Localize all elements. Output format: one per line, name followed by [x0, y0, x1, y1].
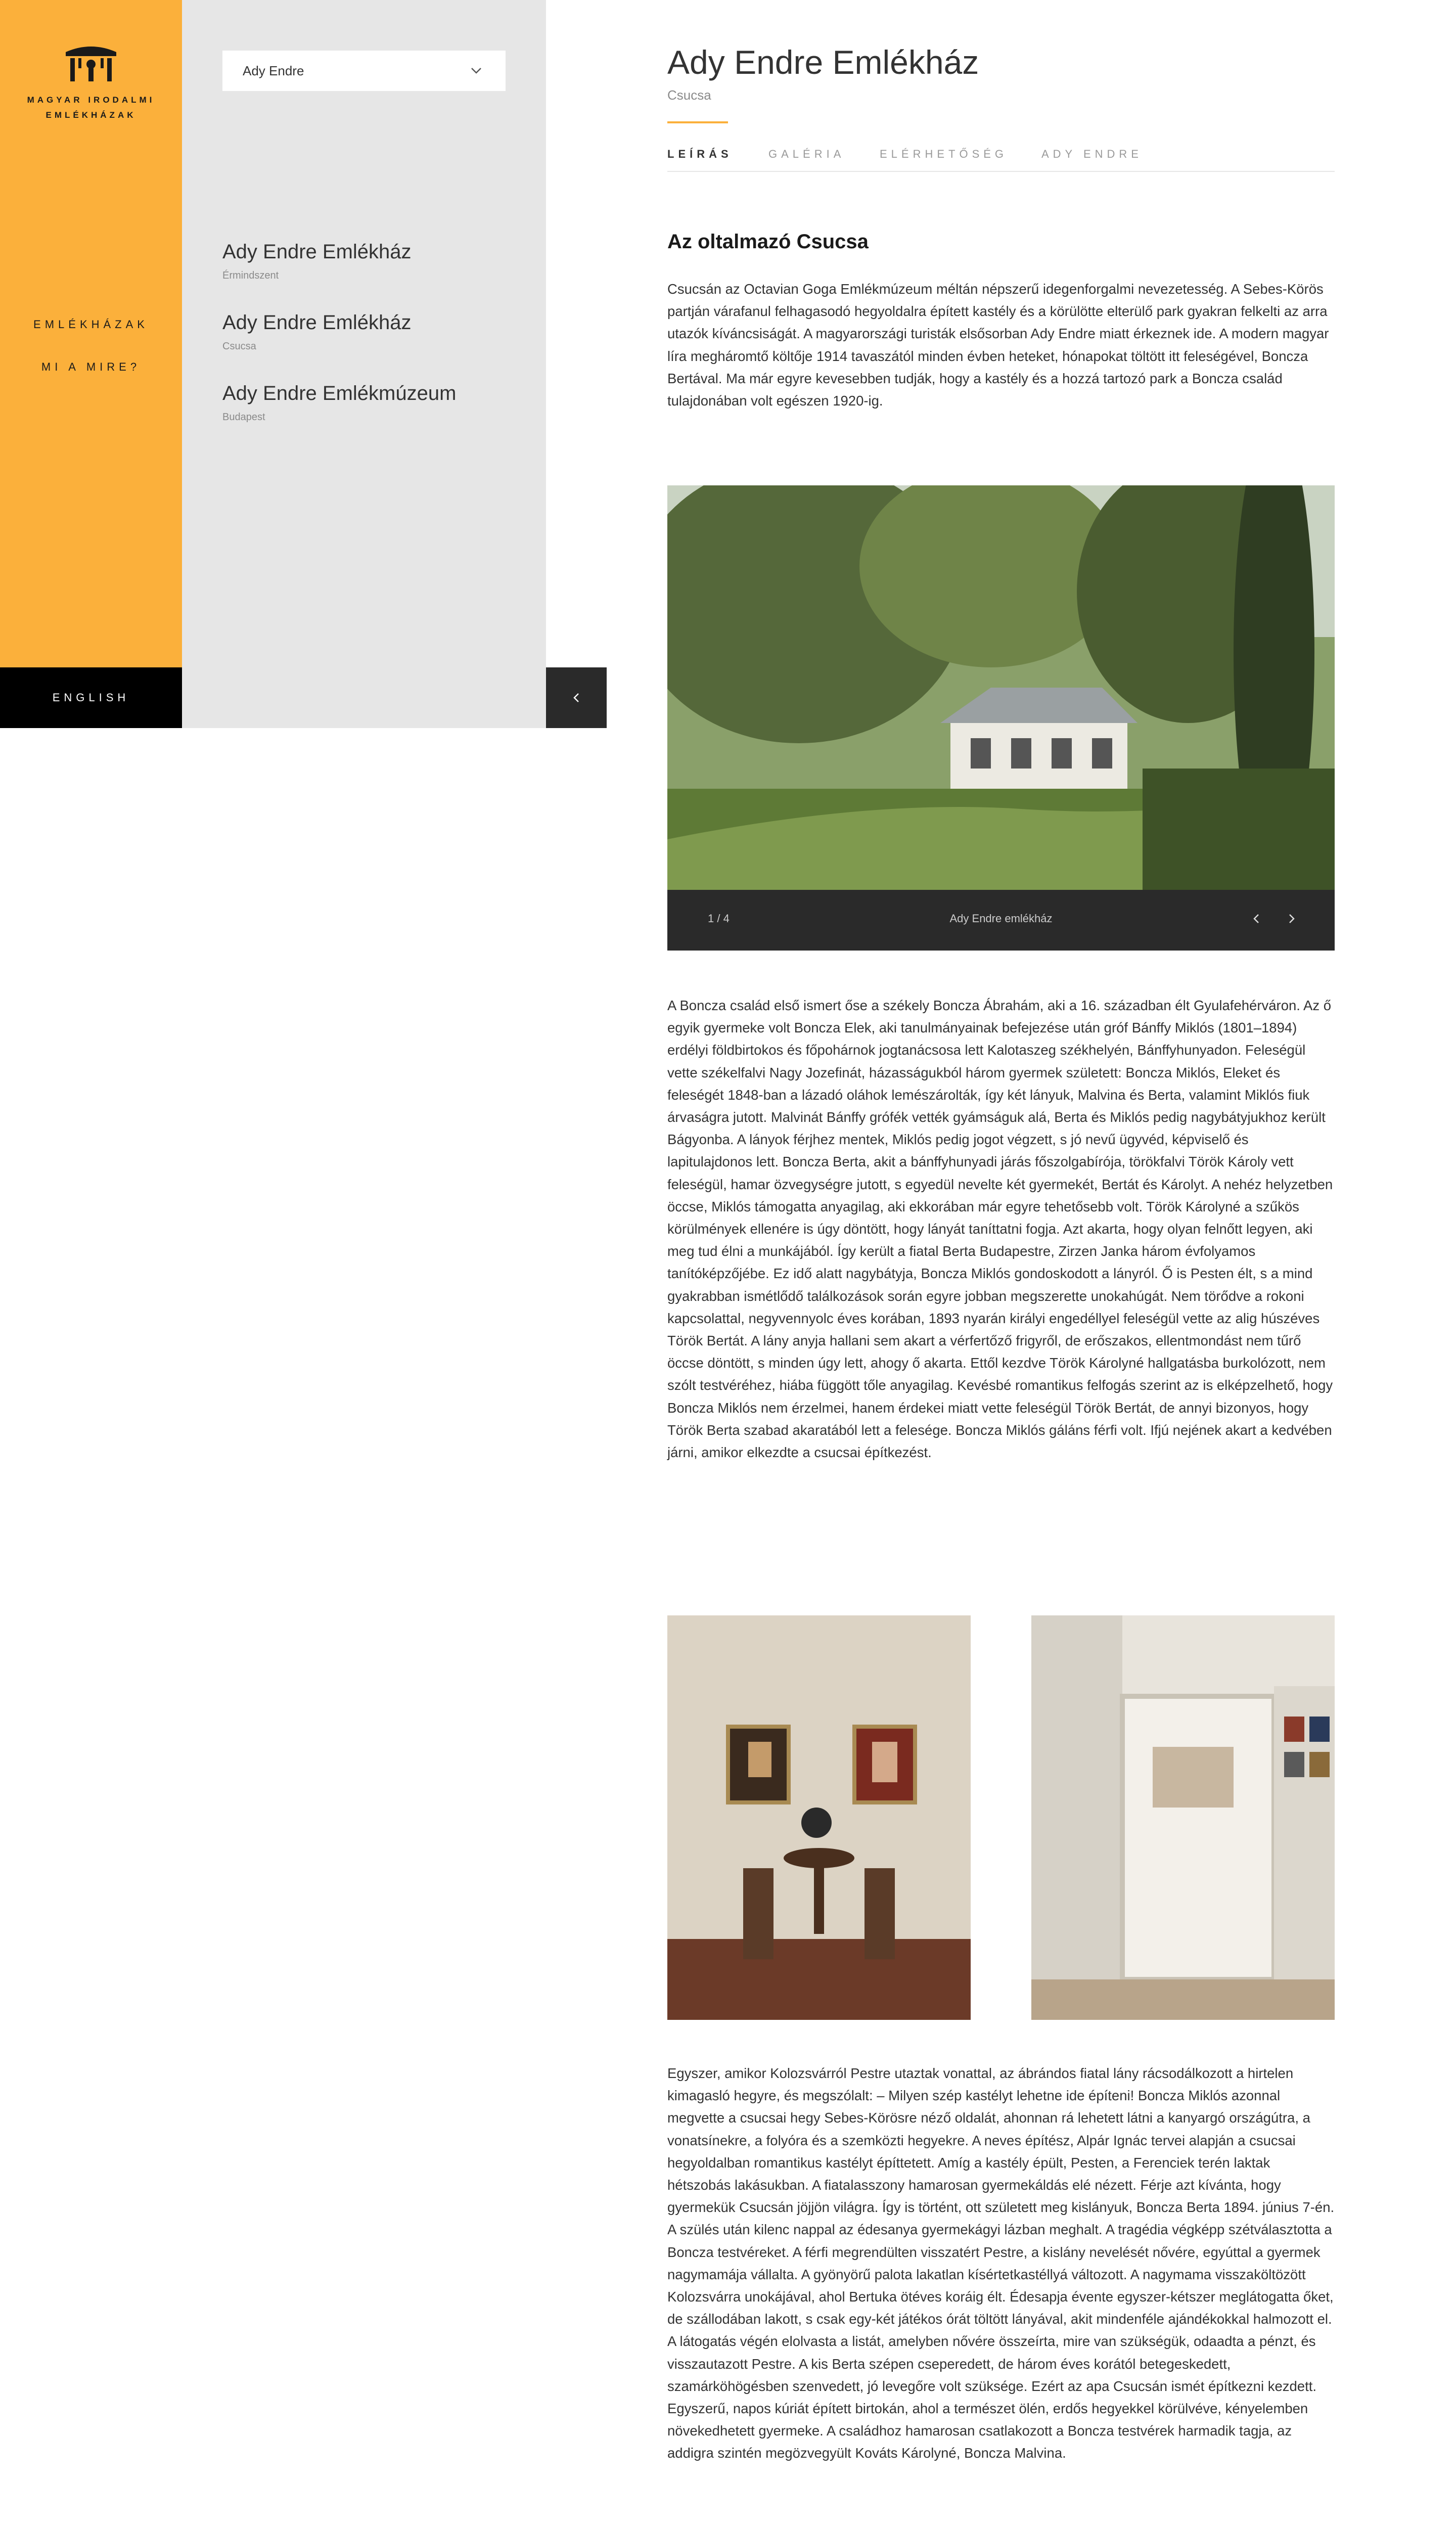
place-item-csucsa[interactable]: [222, 308, 516, 379]
chevron-left-icon: [569, 691, 583, 705]
photo-gallery[interactable]: [667, 485, 1335, 951]
photo-interior-hallway: [1031, 1615, 1335, 2020]
tab-elerhetoseg[interactable]: ELÉRHETŐSÉG: [880, 148, 1008, 160]
gallery-controls: [667, 890, 1335, 951]
paragraph-2: A Boncza család első ismert őse a székely Boncza Ábrahám, aki a 16. században élt Gyulafehérváron. Az ő egyik gyermeke volt Boncza Elek, aki tanulmányainak befejezése után gróf Bánffy Miklós (1801–1894) erdélyi földbirtokos és főpohárnok jogtanácsosa lett Kalotaszeg székhelyén, Bánffyhunyadon. Feleségül vette székelfalvi Nagy Jozefinát, házasságukból három gyermek született: Boncza Miklós, Eleket és feleségét 1848-ban a lázadó oláhok lemészárolták, így két lányuk, Malvina és Berta, valamint Miklós fiuk árvaságra jutott. Malvinát Bánffy grófék vették gyámságuk alá, Berta és Miklós pedig nagybátyjukhoz került Bágyonba. A lányok férjhez mentek, Miklós pedig jogot végzett, s jó nevű ügyvéd, képviselő és lapitulajdonos lett. Boncza Berta, akit a bánffyhunyadi járás főszolgabírója, törökfalvi Török Károly vett feleségül, hamar özvegységre jutott, s egyedül nevelte két gyermekét, Bertát és Károlyt. A nehéz helyzetben öccse, Miklós támogatta anyagilag, aki ekkorában már egyre tehetősebb volt. Török Károlyné a szűkös körülmények ellenére is úgy döntött, hogy lányát taníttatni fogja. Azt akarta, hogy olyan felnőtt legyen, aki meg tud élni a munkájából. Így került a fiatal Berta Budapestre, Zirzen Janka három évfolyamos tanítóképzőjébe. Ez idő alatt nagybátyja, Boncza Miklós gondoskodott a lányról. Ő is Pesten élt, s a mind gyakrabban ismétlődő találkozások során egyre jobban megszerette unokahúgát. Nem törődve a rokoni kapcsolattal, negyvennyolc éves korában, 1893 nyarán királyi engedéllyel feleségül vette az alig húszéves Török Bertát. A lány anyja hallani sem akart a vérfertőző frigyről, de erőszakos, ellentmondást nem tűrő öccse döntött, s minden úgy lett, ahogy ő akarta. Ettől kezdve Török Károlyné hallgatásba burkolózott, nem szólt testvéréhez, hiába függött tőle anyagilag. Kevésbé romantikus felfogás szerint az is elképzelhető, hogy Boncza Miklós nem érzelmei, hanem érdekei miatt vette feleségül Török Bertát, de annyi bizonyos, hogy Török Berta szabad akaratából lett a felesége. Boncza Miklós gáláns férfi volt. Ifjú nejének akart a kedvében járni, amikor elkezdte a csucsai építkezést.: [667, 998, 1333, 1461]
place-title: Ady Endre Emlékház: [222, 241, 412, 263]
paragraph-3: Egyszer, amikor Kolozsvárról Pestre utaztak vonattal, az ábrándos fiatal lány rácsodálkozott a hirtelen kimagasló hegyre, és megszólalt: – Milyen szép kastélyt lehetne ide építeni! Boncza Miklós azonnal megvette a csucsai hegy Sebes-Körösre néző oldalát, ahonnan rá lehetett látni a kanyargó országútra, a vonatsínekre, a folyóra és a szemközti hegyekre. A neves építész, Alpár Ignác tervei alapján a csucsai hegyoldalban romantikus kastélyt építtetett. Amíg a kastély épült, Pesten, a Ferenciek terén laktak hétszobás lakásukban. A fiatalasszony hamarosan gyermekáldás elé nézett. Férje azt kívánta, hogy gyermekük Csucsán jöjjön világra. Így is történt, ott született meg kislányuk, Boncza Berta 1894. június 7-én. A szülés után kilenc nappal az édesanya gyermekágyi lázban meghalt. A tragédia végképp szétválasztotta a Boncza testvéreket. A férfi megrendülten visszatért Pestre, a kislány nevelését nővére, egyúttal a gyermek nagymamája vállalta. A gyönyörű palota lakatlan kísértetkastéllyá változott. A nagymama visszaköltözött Kolozsvárra unokájával, ahol Bertuka ötéves koráig élt. Édesapja évente egyszer-kétszer meglátogatta őket, de szállodában lakott, s csak egy-két játékos órát töltött lányával, akit mindenféle ajándékokkal halmozott el. A látogatás végén elolvasta a listát, amelyben nővére összeírta, mire van szükségük, odaadta a pénzt, és visszautazott Pestre. A kis Berta szépen cseperedett, de három éves korától betegeskedett, szamárköhögésben szenvedett, jó levegőre volt szüksége. Ezért az apa Csucsán ismét építkezni kezdett. Egyszerű, napos kúriát épített birtokán, ahol a természet ölén, erdős hegyekkel körülvéve, kényelemben növekedhetett gyermeke. A családhoz hamarosan csatlakozott a Boncza testvérek harmadik tagja, az addigra szintén megözvegyült Kováts Károlyné, Boncza Malvina.: [667, 2065, 1335, 2461]
author-select-value: Ady Endre: [243, 63, 304, 78]
place-location: Csucsa: [222, 341, 256, 352]
menu-item-emlekhazak[interactable]: EMLÉKHÁZAK: [33, 318, 149, 331]
tab-leiras[interactable]: LEÍRÁS: [667, 148, 733, 160]
place-title: Ady Endre Emlékmúzeum: [222, 382, 457, 404]
logo-line-1: MAGYAR IRODALMI: [27, 95, 155, 105]
collapse-panel-button[interactable]: [546, 667, 607, 728]
tab-ady-endre[interactable]: ADY ENDRE: [1041, 148, 1143, 160]
page-subtitle: Csucsa: [667, 87, 711, 103]
place-list-panel: [182, 0, 546, 728]
place-list: [222, 238, 516, 450]
page-title: Ady Endre Emlékház: [667, 43, 979, 81]
sidebar: [0, 0, 182, 728]
place-title: Ady Endre Emlékház: [222, 311, 412, 334]
place-location: Budapest: [222, 412, 265, 423]
site-logo[interactable]: [0, 43, 182, 123]
gallery-caption: Ady Endre emlékház: [949, 912, 1053, 925]
chevron-down-icon: [467, 62, 485, 80]
gallery-counter: 1 / 4: [708, 912, 730, 925]
photo-salon-graphic: [667, 1615, 971, 2020]
language-switch[interactable]: ENGLISH: [0, 667, 182, 728]
menu-item-mi-a-mire[interactable]: MI A MIRE?: [41, 360, 141, 373]
paragraph-1: Csucsán az Octavian Goga Emlékmúzeum méltán népszerű idegenforgalmi nevezetesség. A Sebes-Körös partján várafanul felhagasodó hegyoldalra épített kastély és a körülötte elterülő park gyakran felkelti az arra utazók kíváncsiságát. A magyarországi turisták elsősorban Ady Endre miatt érkeznek ide. A modern magyar líra megháromtő költője 1914 tavaszától minden évben heteket, hónapokat töltött itt feleségével, Boncza Bertával. Ma már egyre kevesebben tudják, hogy a kastély és a hozzá tartozó park a Boncza család tulajdonában volt egészen 1920-ig.: [667, 281, 1329, 409]
tab-galeria[interactable]: GALÉRIA: [768, 148, 845, 160]
section-title-oltalmazo: Az oltalmazó Csucsa: [667, 231, 869, 253]
gallery-next-icon[interactable]: [1284, 911, 1299, 926]
gallery-photo-house: [667, 485, 1335, 890]
active-tab-indicator: [667, 121, 728, 123]
photo-hallway-graphic: [1031, 1615, 1335, 2020]
logo-line-2: EMLÉKHÁZAK: [46, 110, 136, 120]
logo-pavilion-icon: [63, 43, 119, 83]
tab-bar: [667, 121, 1335, 172]
place-item-budapest[interactable]: [222, 379, 516, 450]
author-select[interactable]: [222, 51, 506, 91]
gallery-prev-icon[interactable]: [1249, 911, 1264, 926]
photo-interior-salon: [667, 1615, 971, 2020]
place-item-ermindszent[interactable]: [222, 238, 516, 308]
side-menu: [0, 303, 182, 388]
place-location: Érmindszent: [222, 270, 279, 281]
